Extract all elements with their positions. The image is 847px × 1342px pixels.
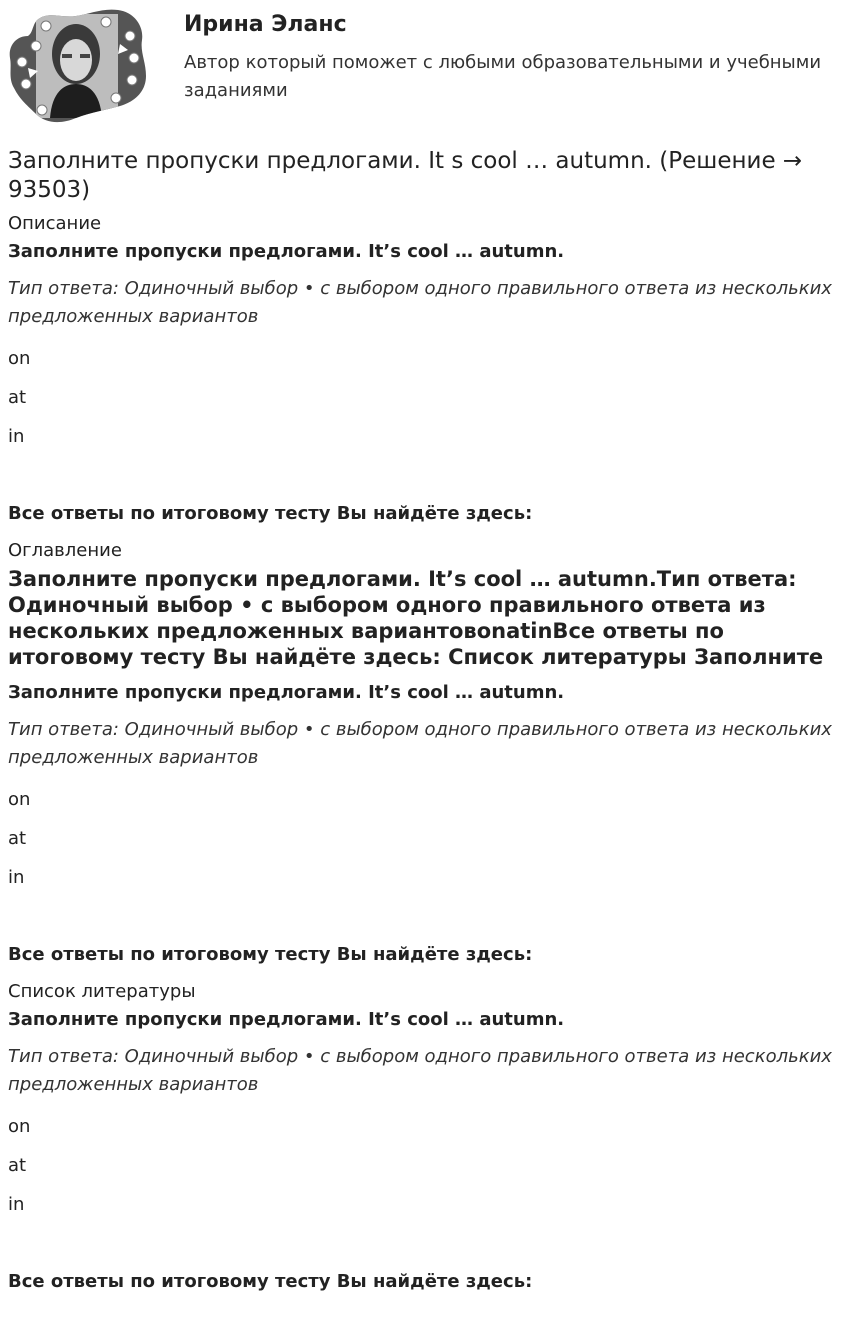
main-content bbox=[0, 147, 847, 1293]
answer-option: in bbox=[8, 1194, 25, 1215]
author-avatar[interactable] bbox=[6, 6, 152, 128]
toc-label: Оглавление bbox=[8, 540, 122, 561]
page-title: Заполните пропуски предлогами. It s cool … autumn. (Решение → 93503) bbox=[8, 148, 803, 203]
answer-option: at bbox=[8, 828, 27, 849]
answer-option: on bbox=[8, 789, 31, 810]
author-description: Автор который поможет с любыми образовательными и учебными заданиями bbox=[184, 52, 822, 101]
question-text: Заполните пропуски предлогами. It’s cool … autumn. bbox=[8, 241, 565, 262]
answer-type: Тип ответа: Одиночный выбор • с выбором одного правильного ответа из нескольких предложенных вариантов bbox=[8, 278, 832, 327]
toc-text[interactable]: Заполните пропуски предлогами. It’s cool … autumn.Тип ответа: Одиночный выбор • с выбором одного правильного ответа из нескольких предложенных вариантовonatinВсе ответы по итоговому тесту Вы найдёте здесь: Список литературы Заполните bbox=[8, 567, 824, 669]
question-text: Заполните пропуски предлогами. It’s cool … autumn. bbox=[8, 682, 565, 703]
answer-option: in bbox=[8, 426, 25, 447]
all-answers-link[interactable]: Все ответы по итоговому тесту Вы найдёте здесь: bbox=[8, 944, 533, 965]
author-header bbox=[0, 0, 847, 135]
author-name[interactable]: Ирина Эланс bbox=[184, 12, 347, 37]
answer-type: Тип ответа: Одиночный выбор • с выбором одного правильного ответа из нескольких предложенных вариантов bbox=[8, 1046, 832, 1095]
answer-option: at bbox=[8, 387, 27, 408]
all-answers-link[interactable]: Все ответы по итоговому тесту Вы найдёте здесь: bbox=[8, 503, 533, 524]
literature-label: Список литературы bbox=[8, 981, 196, 1002]
answer-option: on bbox=[8, 1116, 31, 1137]
description-label: Описание bbox=[8, 213, 102, 234]
answer-type: Тип ответа: Одиночный выбор • с выбором одного правильного ответа из нескольких предложенных вариантов bbox=[8, 719, 832, 768]
avatar-frame-icon bbox=[6, 6, 152, 128]
question-text: Заполните пропуски предлогами. It’s cool … autumn. bbox=[8, 1009, 565, 1030]
answer-option: in bbox=[8, 867, 25, 888]
answer-option: on bbox=[8, 348, 31, 369]
all-answers-link[interactable]: Все ответы по итоговому тесту Вы найдёте здесь: bbox=[8, 1271, 533, 1292]
answer-option: at bbox=[8, 1155, 27, 1176]
